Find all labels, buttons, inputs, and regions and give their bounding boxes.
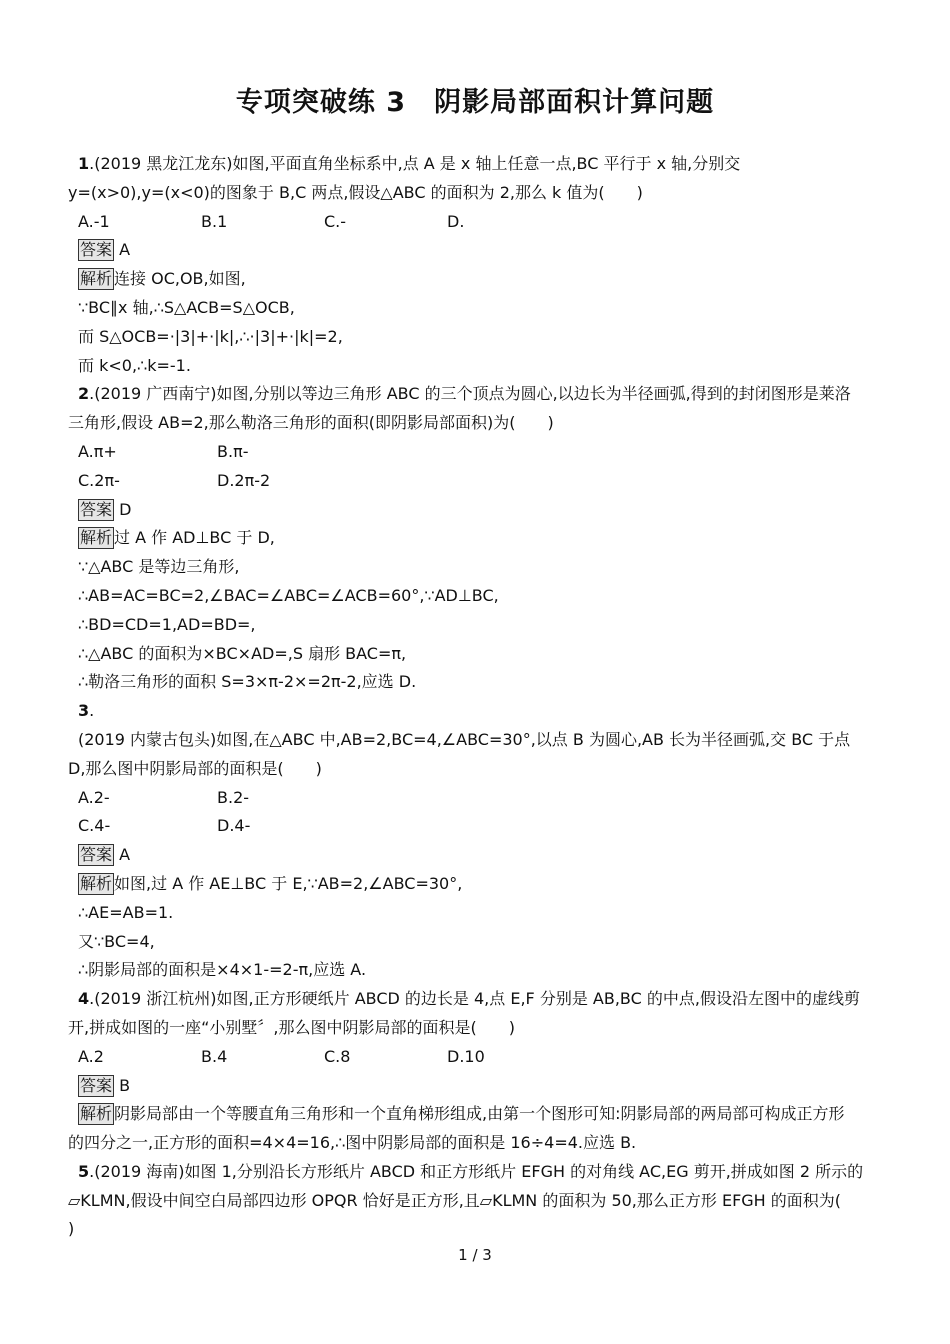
question-number: 1	[78, 154, 90, 173]
answer-line	[68, 1072, 884, 1101]
answer-tag: 答案	[80, 499, 113, 519]
analysis-line: ∵△ABC 是等边三角形,	[78, 557, 240, 577]
question-stem-line: )	[68, 1219, 75, 1239]
analysis-line: 而 k<0,∴k=-1.	[78, 355, 191, 375]
page-title: 专项突破练 3 阴影局部面积计算问题	[235, 87, 715, 118]
answer-value: D	[119, 499, 132, 519]
question-stem-line: y=(x>0),y=(x<0)的图象于 B,C 两点,假设△ABC 的面积为 2,那么 k 值为( )	[68, 182, 643, 202]
option-a: A.2	[78, 1046, 104, 1066]
answer-tag: 答案	[80, 240, 113, 260]
analysis-line: ∴勒洛三角形的面积 S=3×π-2×=2π-2,应选 D.	[78, 672, 417, 692]
options-row	[68, 812, 884, 841]
question-stem-line: ▱KLMN,假设中间空白局部四边形 OPQR 恰好是正方形,且▱KLMN 的面积为 50,那么正方形 EFGH 的面积为(	[68, 1190, 842, 1210]
option-a: A.π+	[78, 441, 117, 461]
analysis-line: 解析 过 A 作 AD⊥BC 于 D,	[80, 528, 275, 548]
question-number: 2	[78, 384, 90, 404]
analysis-tag: 解析	[80, 269, 113, 289]
answer-line	[68, 841, 884, 870]
option-d: D.10	[447, 1046, 485, 1066]
analysis-line: 解析 如图,过 A 作 AE⊥BC 于 E,∵AB=2,∠ABC=30°,	[80, 873, 463, 893]
option-b: B.1	[201, 211, 228, 231]
page-number: 1 / 3	[458, 1246, 492, 1264]
option-b: B.4	[201, 1046, 228, 1066]
question-1	[68, 150, 884, 380]
option-b: B.π-	[217, 441, 249, 461]
question-number: 4	[78, 989, 90, 1009]
options-row	[68, 438, 884, 467]
question-stem-line: D,那么图中阴影局部的面积是( )	[68, 758, 322, 778]
option-c: C.-	[324, 211, 347, 231]
answer-line	[68, 496, 884, 525]
question-stem-line: .(2019 广西南宁)如图,分别以等边三角形 ABC 的三个顶点为圆心,以边长为半径画弧,得到的封闭图形是莱洛	[89, 384, 851, 404]
question-number: 5	[78, 1161, 90, 1181]
analysis-line: ∵BC∥x 轴,∴S△ACB=S△OCB,	[78, 297, 295, 317]
analysis-tag: 解析	[80, 873, 113, 893]
question-stem-line: (2019 内蒙古包头)如图,在△ABC 中,AB=2,BC=4,∠ABC=30°,以点 B 为圆心,AB 长为半径画弧,交 BC 于点	[78, 729, 851, 749]
option-c: C.4-	[78, 816, 111, 836]
option-b: B.2-	[217, 787, 250, 807]
options-row	[68, 208, 884, 237]
question-number: 3	[78, 701, 90, 721]
document-body	[68, 150, 884, 1244]
analysis-line: ∴BD=CD=1,AD=BD=,	[78, 614, 256, 634]
analysis-line: ∴△ABC 的面积为×BC×AD=,S 扇形 BAC=π,	[78, 643, 407, 663]
answer-value: B	[119, 1075, 131, 1095]
question-stem-line: 开,拼成如图的一座“小别墅〞,那么图中阴影局部的面积是( )	[68, 1017, 515, 1037]
analysis-line: 解析 连接 OC,OB,如图,	[80, 269, 246, 289]
options-row	[68, 1043, 884, 1072]
option-c: C.8	[324, 1046, 351, 1066]
question-3: 3. (2019 内蒙古包头)如图,在△ABC 中,AB=2,BC=4,∠ABC=30°,以点 B 为圆心,AB 长为半径画弧,交 BC 于点 D,那么图中阴影局部的面积是( ) A.2- B.2- C.4- D.4- 答案 A 解析 如图,过 A 作 AE⊥BC 于 E,∵AB=2,∠ABC=30°, ∴AE=AB=1. 又∵BC=4, ∴阴影局部的面积是×4×1-=2-π,应选 A.	[68, 697, 884, 985]
question-5	[68, 1158, 884, 1244]
question-stem-line: .(2019 浙江杭州)如图,正方形硬纸片 ABCD 的边长是 4,点 E,F 分别是 AB,BC 的中点,假设沿左图中的虚线剪	[89, 989, 860, 1009]
analysis-line: 的四分之一,正方形的面积=4×4=16,∴图中阴影局部的面积是 16÷4=4.应选 B.	[68, 1133, 637, 1153]
question-stem-line: 三角形,假设 AB=2,那么勒洛三角形的面积(即阴影局部面积)为( )	[68, 413, 554, 433]
option-a: A.-1	[78, 211, 110, 231]
question-stem-line: .(2019 海南)如图 1,分别沿长方形纸片 ABCD 和正方形纸片 EFGH 的对角线 AC,EG 剪开,拼成如图 2 所示的	[89, 1161, 864, 1181]
option-d: D.2π-2	[217, 470, 271, 490]
question-stem-line: .(2019 黑龙江龙东)如图,平面直角坐标系中,点 A 是 x 轴上任意一点,BC 平行于 x 轴,分别交	[89, 154, 741, 173]
analysis-line: 而 S△OCB=·|3|+·|k|,∴·|3|+·|k|=2,	[78, 326, 343, 346]
answer-value: A	[119, 845, 131, 865]
answer-value: A	[119, 240, 131, 260]
analysis-line: ∴阴影局部的面积是×4×1-=2-π,应选 A.	[78, 960, 367, 980]
analysis-line: 又∵BC=4,	[78, 931, 155, 951]
analysis-tag: 解析	[80, 528, 113, 548]
option-a: A.2-	[78, 787, 110, 807]
answer-tag: 答案	[80, 845, 113, 865]
option-d: D.	[447, 211, 465, 231]
answer-tag: 答案	[80, 1075, 113, 1095]
option-c: C.2π-	[78, 470, 120, 490]
answer-line	[68, 236, 884, 265]
analysis-line: 解析 阴影局部由一个等腰直角三角形和一个直角梯形组成,由第一个图形可知:阴影局部的两局部可构成正方形	[80, 1104, 845, 1124]
question-2	[68, 380, 884, 697]
analysis-line: ∴AE=AB=1.	[78, 902, 174, 922]
question-4	[68, 985, 884, 1158]
option-d: D.4-	[217, 816, 251, 836]
options-row	[68, 784, 884, 813]
analysis-line: ∴AB=AC=BC=2,∠BAC=∠ABC=∠ACB=60°,∵AD⊥BC,	[78, 585, 499, 605]
analysis-tag: 解析	[80, 1104, 113, 1124]
options-row	[68, 467, 884, 496]
